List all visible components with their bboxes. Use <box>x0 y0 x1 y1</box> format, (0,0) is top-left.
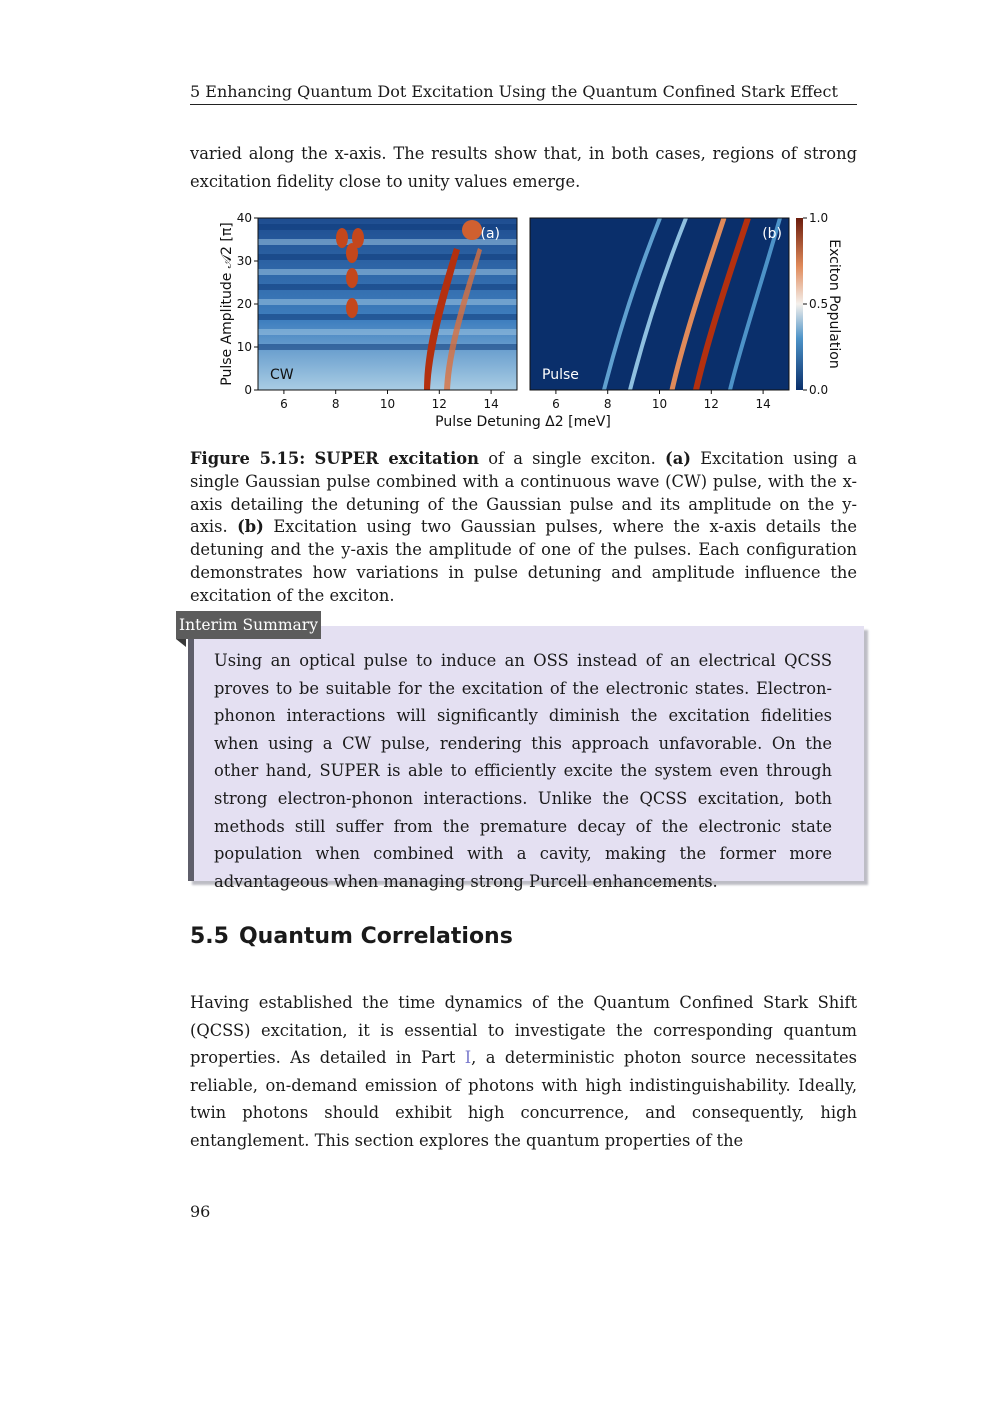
panel-a-heatmap <box>258 218 517 390</box>
interim-summary-tab: Interim Summary <box>176 611 321 639</box>
heatmap-band <box>258 239 517 245</box>
colorbar <box>796 218 803 390</box>
heatmap-band <box>258 299 517 305</box>
page-number: 96 <box>190 1202 211 1221</box>
panel-a-label: (a) <box>480 226 500 242</box>
heatmap-band <box>258 284 517 290</box>
panel-b-label: (b) <box>762 226 782 242</box>
section-paragraph-part-1: Having established the time dynamics of the Quantum Confined Stark Shift (QCSS) excitation, it is essential to investigate the corresponding quantum properties. As detailed in Part <box>190 993 857 1068</box>
caption-text-1: of a single exciton. <box>478 449 666 468</box>
x-tick-label-a: 6 <box>280 397 288 411</box>
colorbar-tick-label: 0.0 <box>809 383 829 397</box>
x-tick-label-b: 10 <box>651 397 668 411</box>
running-head: 5 Enhancing Quantum Dot Excitation Using the Quantum Confined Stark Effect <box>190 82 857 105</box>
summary-tab-notch <box>176 639 186 647</box>
heatmap-lobe <box>346 268 358 288</box>
panel-b-inset-label: Pulse <box>542 367 579 383</box>
heatmap-band <box>258 344 517 350</box>
intro-paragraph: varied along the x-axis. The results show that, in both cases, regions of strong excitation fidelity close to unity values emerge. <box>190 144 857 191</box>
colorbar-tick-label: 1.0 <box>809 211 829 225</box>
colorbar-tick-label: 0.5 <box>809 297 829 311</box>
x-tick-label-b: 12 <box>703 397 719 411</box>
y-tick-label-a: 30 <box>236 254 252 268</box>
heatmap-lobe <box>346 298 358 318</box>
section-paragraph-part-2: , a deterministic photon source necessitates reliable, on-demand emission of photons with high indistinguishability. Ideally, twin photons should exhibit high concurrence, and consequently, high entanglement. This section explores the quantum properties of the <box>190 1048 857 1150</box>
caption-text-3: Excitation using two Gaussian pulses, where the x-axis details the detuning and the y-axis the amplitude of one of the pulses. Each configuration demonstrates how variations in pulse detuning and amplitude influence the excitation of the exciton. <box>190 517 858 605</box>
caption-label-a: (a) <box>665 449 692 468</box>
caption-text-2: Excitation using a single Gaussian pulse combined with a continuous wave (CW) pulse, with the x-axis detailing the detuning of the Gaussian pulse and its amplitude on the y-axis. <box>190 449 857 537</box>
heatmap-lobe <box>336 228 348 248</box>
figure-number: Figure 5.15: <box>190 449 306 468</box>
colorbar-label: Exciton Population <box>826 239 842 369</box>
y-tick-label-a: 20 <box>236 297 252 311</box>
caption-label-b: (b) <box>237 517 264 537</box>
section-title: Quantum Correlations <box>238 924 513 949</box>
section-heading <box>190 924 523 949</box>
figure-caption <box>190 448 857 608</box>
panel-a-inset-label: CW <box>270 367 294 383</box>
x-tick-label-a: 14 <box>483 397 499 411</box>
x-tick-label-b: 14 <box>755 397 771 411</box>
y-axis-label: Pulse Amplitude 𝒜2 [π] <box>219 222 235 386</box>
heatmap-lobe <box>352 228 364 248</box>
section-paragraph <box>190 989 857 1155</box>
y-tick-label-a: 0 <box>244 383 252 397</box>
x-tick-label-a: 12 <box>431 397 447 411</box>
heatmap-band <box>258 329 517 335</box>
panel-b-heatmap <box>530 218 789 390</box>
x-tick-label-b: 8 <box>603 397 612 411</box>
heatmap-band <box>258 314 517 320</box>
section-number: 5.5 <box>190 924 229 949</box>
x-tick-label-a: 10 <box>379 397 396 411</box>
interim-summary-text: Using an optical pulse to induce an OSS instead of an electrical QCSS proves to be suitable for the excitation of the electronic states. Electron-phonon interactions will significantly diminish the excitation fidelities when using a CW pulse, rendering this approach unfavorable. On the other hand, SUPER is able to efficiently excite the system even through strong electron-phonon interactions. Unlike the QCSS excitation, both methods still suffer from the premature decay of the electronic state population when combined with a cavity, making the former more advantageous when managing strong Purcell enhancements. <box>214 651 832 891</box>
figure-5-15 <box>210 208 870 434</box>
x-tick-label-a: 8 <box>331 397 340 411</box>
heatmap-band <box>258 269 517 275</box>
x-tick-label-b: 6 <box>552 397 560 411</box>
x-axis-label: Pulse Detuning Δ2 [meV] <box>435 414 611 430</box>
y-tick-label-a: 10 <box>236 340 252 354</box>
heatmap-lobe <box>462 220 482 240</box>
figure-title: SUPER excitation <box>314 449 479 468</box>
part-reference-link[interactable]: I <box>464 1048 472 1068</box>
y-tick-label-a: 40 <box>236 211 252 225</box>
